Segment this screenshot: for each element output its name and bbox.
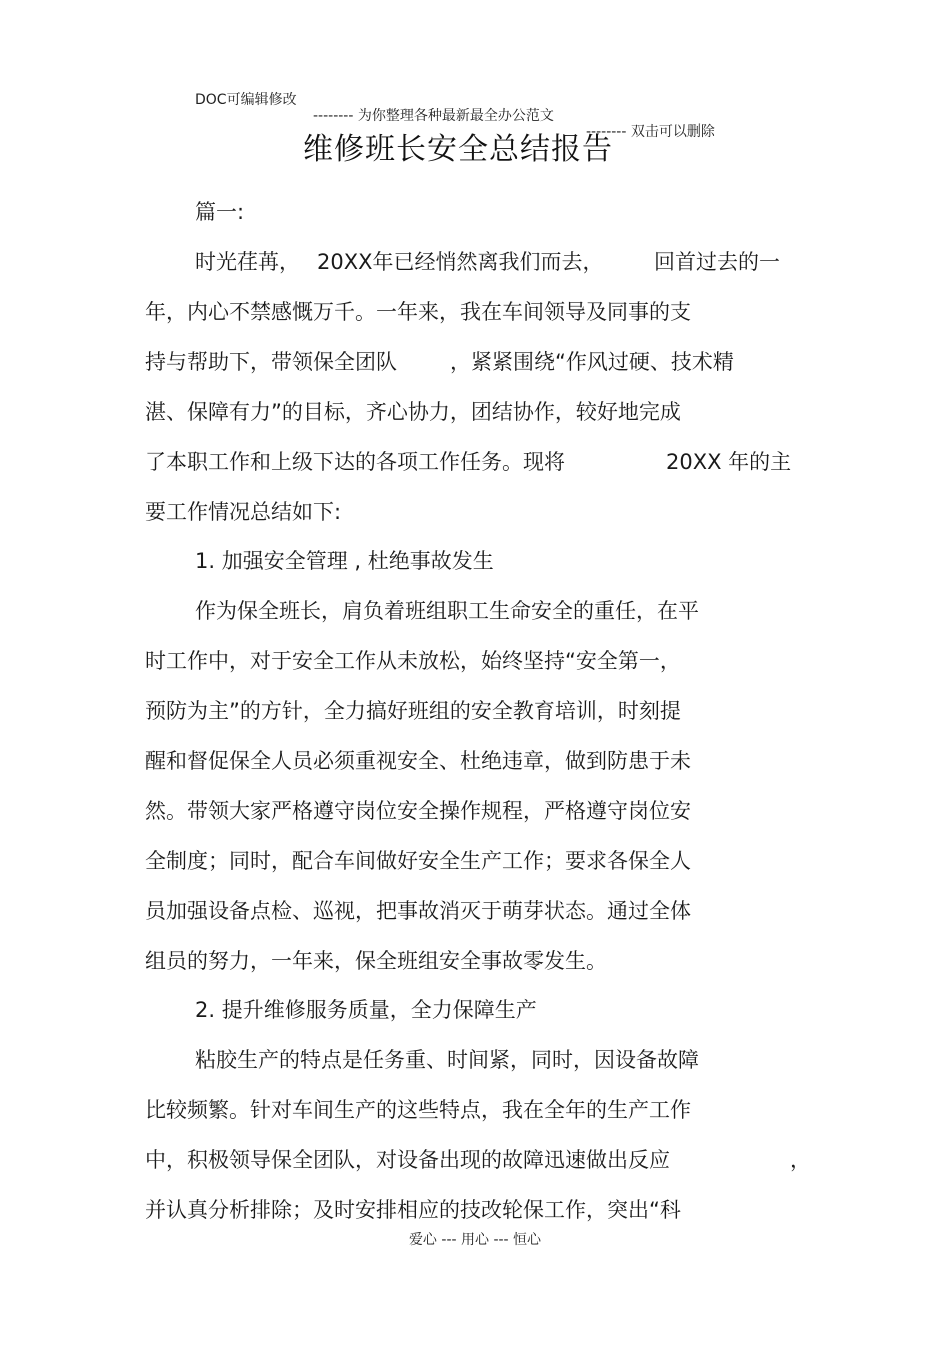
body-line: 比较频繁。针对车间生产的这些特点，我在全年的生产工作 [145,1098,691,1122]
body-line: 作为保全班长，肩负着班组职工生命安全的重任，在平 [195,599,699,623]
header-middle-text: -------- 为你整理各种最新最全办公范文 [313,108,554,124]
body-line: 醒和督促保全人员必须重视安全、杜绝违章，做到防患于未 [145,749,691,773]
header-left-text: DOC可编辑修改 [195,92,297,108]
body-line: 20XX年已经悄然离我们而去， [317,250,604,274]
section-label: 篇一: [195,200,245,224]
body-line: 员加强设备点检、巡视，把事故消灭于萌芽状态。通过全体 [145,899,691,923]
body-line: 预防为主”的方针，全力搞好班组的安全教育培训，时刻提 [145,699,681,723]
section-heading: 2. 提升维修服务质量，全力保障生产 [195,998,537,1022]
body-line: 时工作中，对于安全工作从未放松，始终坚持“安全第一， [145,649,681,673]
body-line: ， [790,1148,811,1172]
body-line: 并认真分析排除；及时安排相应的技改轮保工作，突出“科 [145,1198,681,1222]
body-line: 然。带领大家严格遵守岗位安全操作规程，严格遵守岗位安 [145,799,691,823]
body-line: 年，内心不禁感慨万千。一年来，我在车间领导及同事的支 [145,300,691,324]
body-line: 要工作情况总结如下: [145,500,342,524]
body-line: 全制度；同时，配合车间做好安全生产工作；要求各保全人 [145,849,691,873]
document-title: 维修班长安全总结报告 [303,132,613,167]
body-line: 20XX 年的主 [666,450,792,474]
header-right-text: -------- 双击可以删除 [586,124,715,140]
body-line: 湛、保障有力”的目标，齐心协力，团结协作，较好地完成 [145,400,681,424]
page-footer: 爱心 --- 用心 --- 恒心 [408,1232,542,1248]
body-line: 粘胶生产的特点是任务重、时间紧，同时，因设备故障 [195,1048,699,1072]
body-line: 时光荏苒， [195,250,300,274]
body-line: 回首过去的一 [654,250,780,274]
body-line: ，紧紧围绕“作风过硬、技术精 [450,350,734,374]
body-line: 中，积极领导保全团队，对设备出现的故障迅速做出反应 [145,1148,670,1172]
body-line: 了本职工作和上级下达的各项工作任务。现将 [145,450,565,474]
body-line: 组员的努力，一年来，保全班组安全事故零发生。 [145,949,607,973]
body-line: 持与帮助下，带领保全团队 [145,350,397,374]
section-heading: 1. 加强安全管理 , 杜绝事故发生 [195,549,494,573]
